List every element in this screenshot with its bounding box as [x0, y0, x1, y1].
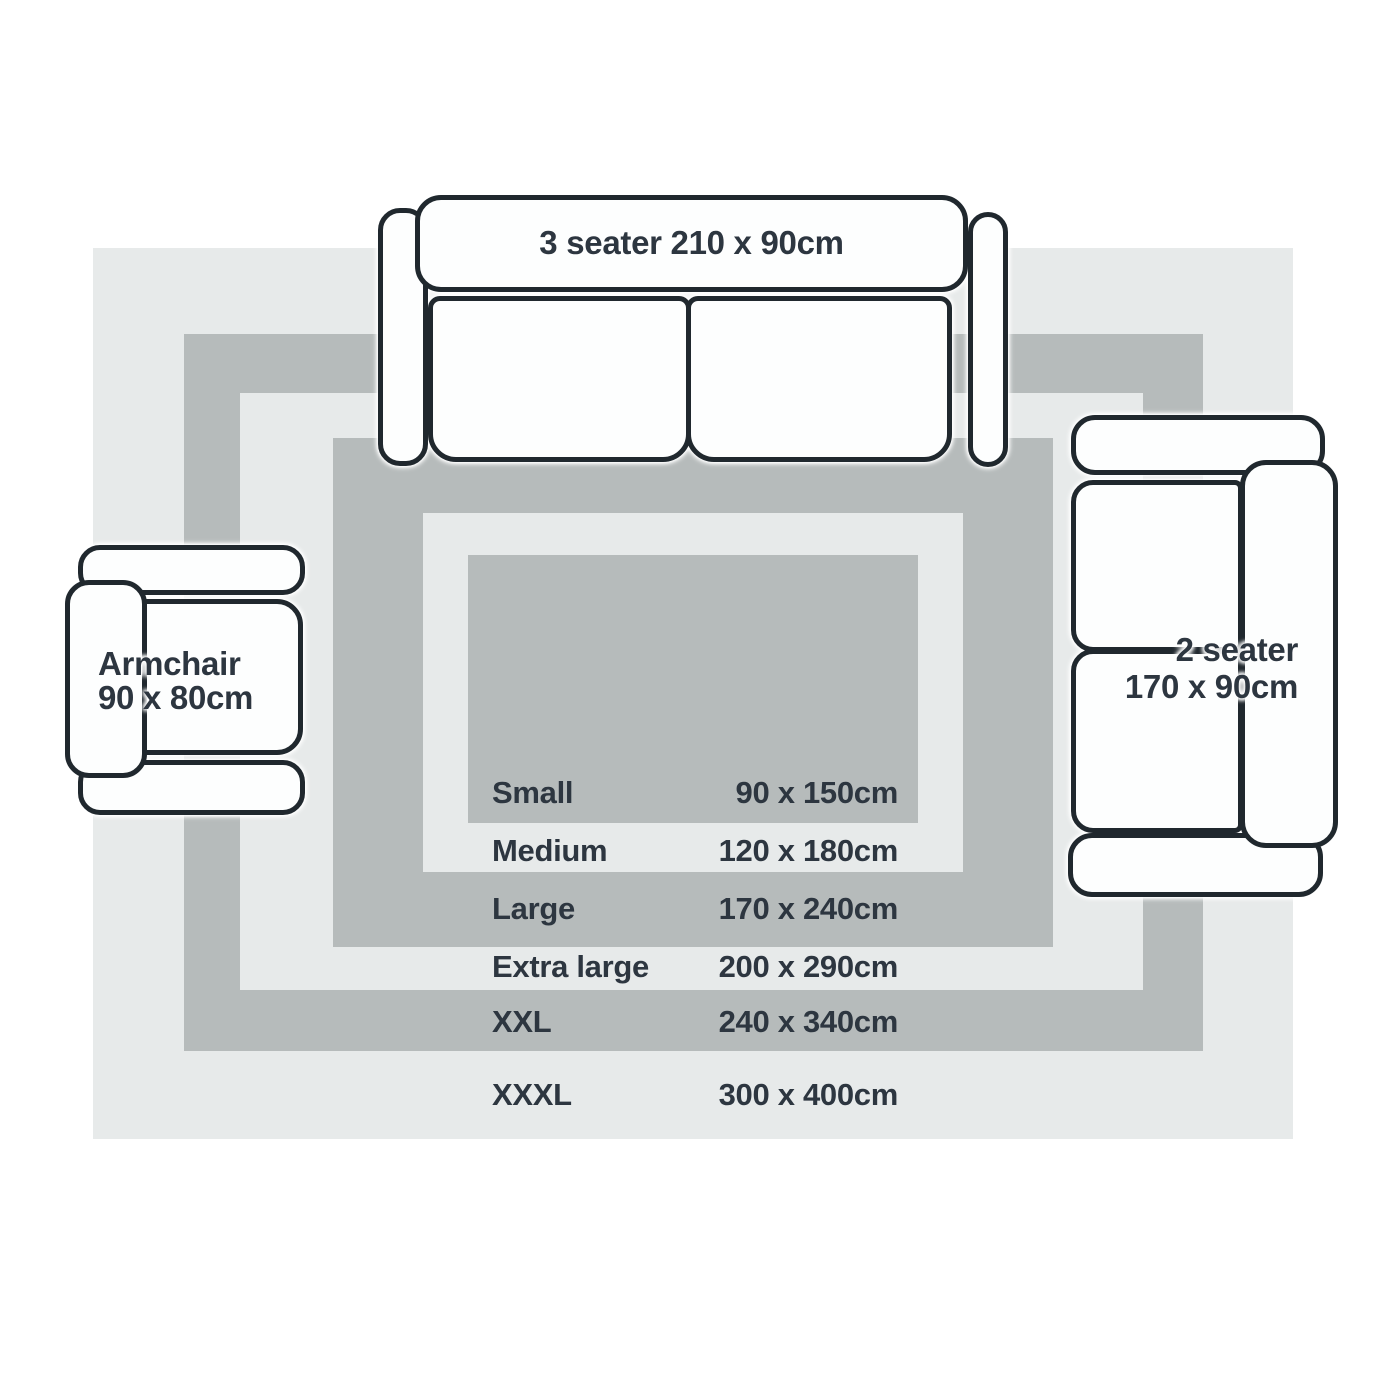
size-label: Extra large	[492, 949, 649, 984]
sofa3-arm-right	[968, 212, 1008, 467]
size-value: 300 x 400cm	[718, 1077, 898, 1112]
sofa3-seat-cushion-right	[686, 296, 952, 462]
size-row-large	[492, 889, 898, 929]
size-value: 240 x 340cm	[718, 1004, 898, 1039]
sofa3-label: 3 seater 210 x 90cm	[539, 224, 844, 261]
size-label: XXL	[492, 1004, 552, 1039]
size-row-small	[492, 773, 898, 813]
sofa-2-seater	[1065, 412, 1341, 900]
size-value: 170 x 240cm	[718, 891, 898, 926]
size-value: 120 x 180cm	[718, 833, 898, 868]
size-label: Medium	[492, 833, 608, 868]
sofa2-label-line2: 170 x 90cm	[1124, 668, 1298, 705]
size-label: XXXL	[492, 1077, 572, 1112]
sofa3-seat-cushion-left	[428, 296, 691, 462]
sofa2-label-line1: 2 seater	[1175, 631, 1298, 668]
size-label: Small	[492, 775, 574, 810]
size-value: 200 x 290cm	[718, 949, 898, 984]
size-row-extra-large	[492, 947, 898, 987]
size-row-xxxl	[492, 1075, 898, 1115]
size-row-xxl	[492, 1002, 898, 1042]
sofa-3-seater	[372, 189, 1014, 474]
size-label: Large	[492, 891, 575, 926]
sofa2-seat-cushion-top	[1071, 480, 1243, 652]
size-row-medium	[492, 831, 898, 871]
armchair-label-line2: 90 x 80cm	[98, 679, 254, 716]
armchair	[58, 538, 312, 823]
armchair-label-line1: Armchair	[98, 645, 241, 682]
sofa2-label	[1065, 631, 1298, 705]
size-value: 90 x 150cm	[735, 775, 898, 810]
armchair-label	[98, 647, 253, 715]
